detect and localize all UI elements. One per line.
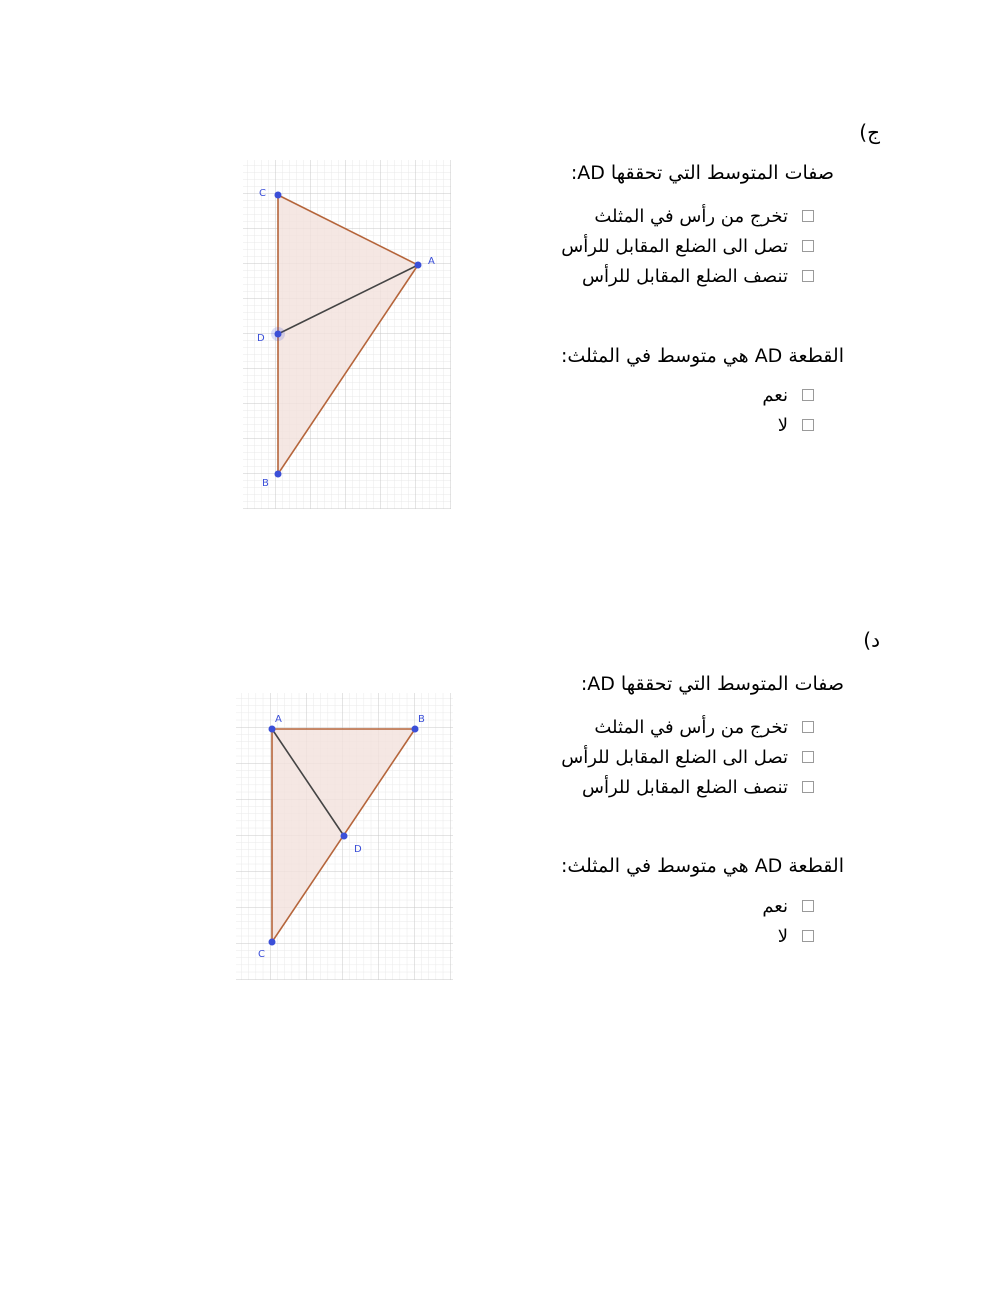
question-d: القطعة AD هي متوسط في المثلث: xyxy=(560,855,844,877)
point-d[interactable] xyxy=(341,833,348,840)
triangle-figure-c xyxy=(240,158,452,510)
checkbox[interactable] xyxy=(802,900,814,912)
properties-list-c xyxy=(561,201,814,291)
point-d[interactable] xyxy=(275,331,282,338)
point-c[interactable] xyxy=(275,192,282,199)
checkbox[interactable] xyxy=(802,930,814,942)
label-d: D xyxy=(257,333,265,344)
triangle-figure-d xyxy=(234,691,454,981)
property-option[interactable]: تصل الى الضلع المقابل للرأس xyxy=(561,231,814,261)
point-a[interactable] xyxy=(269,726,276,733)
section-label-d: د) xyxy=(863,628,880,652)
point-c[interactable] xyxy=(269,939,276,946)
question-c: القطعة AD هي متوسط في المثلث: xyxy=(560,345,844,367)
point-b[interactable] xyxy=(412,726,419,733)
checkbox[interactable] xyxy=(802,240,814,252)
answer-option-yes[interactable]: نعم xyxy=(762,891,814,921)
label-a: A xyxy=(275,714,282,725)
checkbox[interactable] xyxy=(802,751,814,763)
point-a[interactable] xyxy=(415,262,422,269)
label-a: A xyxy=(428,256,435,267)
label-c: C xyxy=(259,188,266,199)
property-option[interactable]: تنصف الضلع المقابل للرأس xyxy=(561,772,814,802)
label-c: C xyxy=(258,949,265,960)
checkbox[interactable] xyxy=(802,721,814,733)
properties-heading-d: صفات المتوسط التي تحققها AD: xyxy=(580,673,844,695)
label-d: D xyxy=(354,844,362,855)
checkbox[interactable] xyxy=(802,210,814,222)
answer-option-no[interactable]: لا xyxy=(762,921,814,951)
answer-option-no[interactable]: لا xyxy=(762,410,814,440)
properties-list-d xyxy=(561,712,814,802)
label-b: B xyxy=(418,714,425,725)
point-b[interactable] xyxy=(275,471,282,478)
checkbox[interactable] xyxy=(802,270,814,282)
section-label-c: ج) xyxy=(859,120,880,144)
checkbox[interactable] xyxy=(802,781,814,793)
property-option[interactable]: تنصف الضلع المقابل للرأس xyxy=(561,261,814,291)
answers-list-c xyxy=(762,380,814,440)
property-option[interactable]: تصل الى الضلع المقابل للرأس xyxy=(561,742,814,772)
property-option[interactable]: تخرج من رأس في المثلث xyxy=(561,712,814,742)
answers-list-d xyxy=(762,891,814,951)
checkbox[interactable] xyxy=(802,419,814,431)
property-option[interactable]: تخرج من رأس في المثلث xyxy=(561,201,814,231)
answer-option-yes[interactable]: نعم xyxy=(762,380,814,410)
label-b: B xyxy=(262,478,269,489)
checkbox[interactable] xyxy=(802,389,814,401)
properties-heading-c: صفات المتوسط التي تحققها AD: xyxy=(570,162,834,184)
